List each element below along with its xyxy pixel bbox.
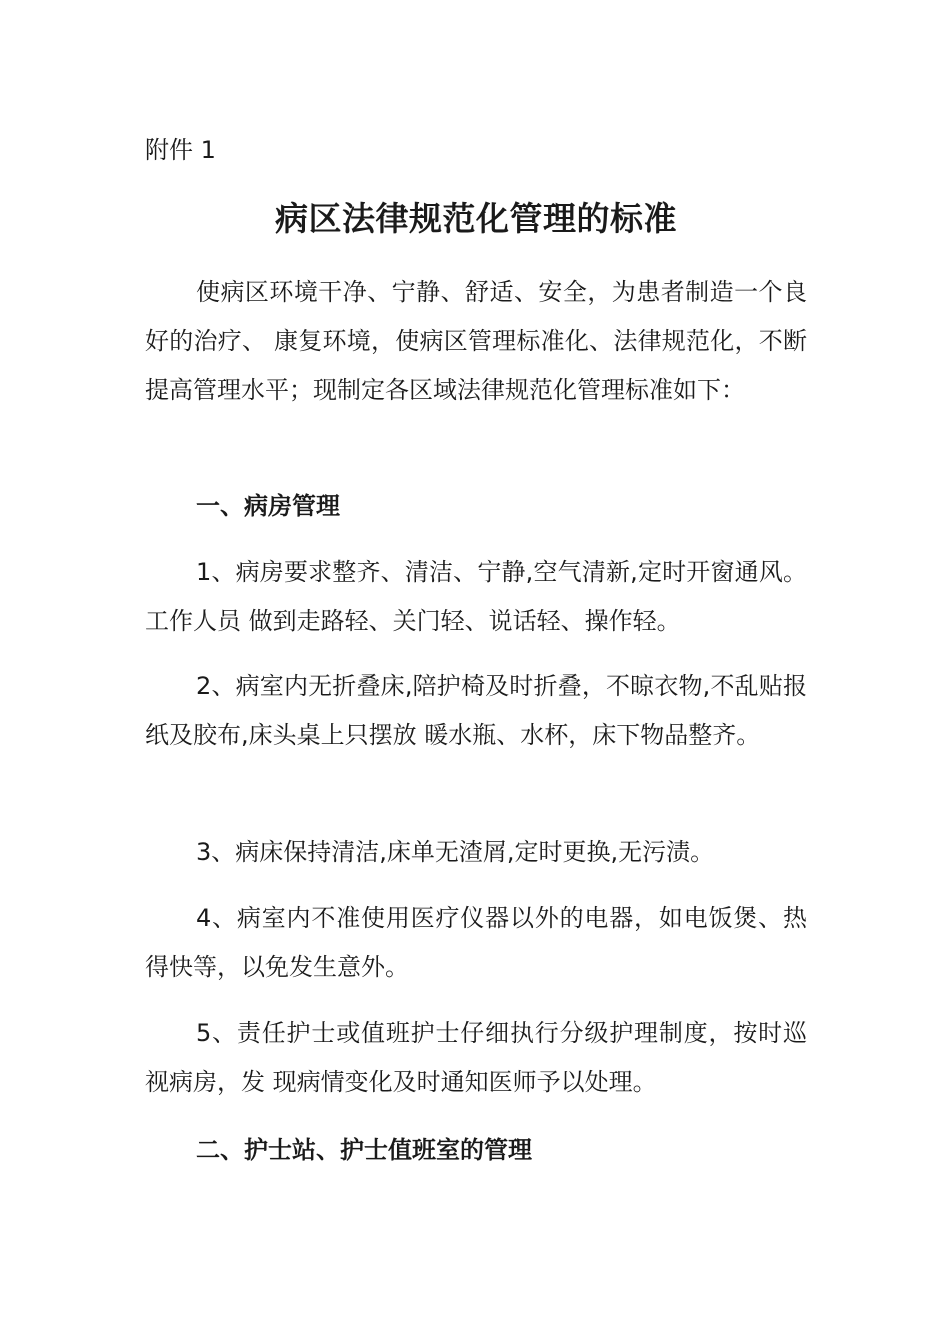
section-1-item-5: 5、责任护士或值班护士仔细执行分级护理制度，按时巡视病房，发 现病情变化及时通知医师予以处理。 (145, 1019, 807, 1096)
section-heading-nurse-station: 二、护士站、护士值班室的管理 (196, 1136, 532, 1164)
section-1-item-3: 3、病床保持清洁,床单无渣屑,定时更换,无污渍。 (196, 838, 715, 866)
intro-paragraph: 使病区环境干净、宁静、舒适、安全，为患者制造一个良好的治疗、 康复环境，使病区管理标准化、法律规范化，不断提高管理水平；现制定各区域法律规范化管理标准如下： (145, 278, 807, 404)
section-heading-ward-management: 一、病房管理 (196, 492, 340, 520)
section-1-item-1: 1、病房要求整齐、清洁、宁静,空气清新,定时开窗通风。工作人员 做到走路轻、关门轻、说话轻、操作轻。 (145, 558, 807, 635)
attachment-label: 附件 1 (145, 136, 216, 164)
section-1-item-4: 4、病室内不准使用医疗仪器以外的电器，如电饭煲、热得快等，以免发生意外。 (145, 904, 807, 981)
document-title: 病区法律规范化管理的标准 (275, 199, 677, 238)
section-1-item-2: 2、病室内无折叠床,陪护椅及时折叠，不晾衣物,不乱贴报纸及胶布,床头桌上只摆放 暖水瓶、水杯，床下物品整齐。 (145, 672, 807, 749)
